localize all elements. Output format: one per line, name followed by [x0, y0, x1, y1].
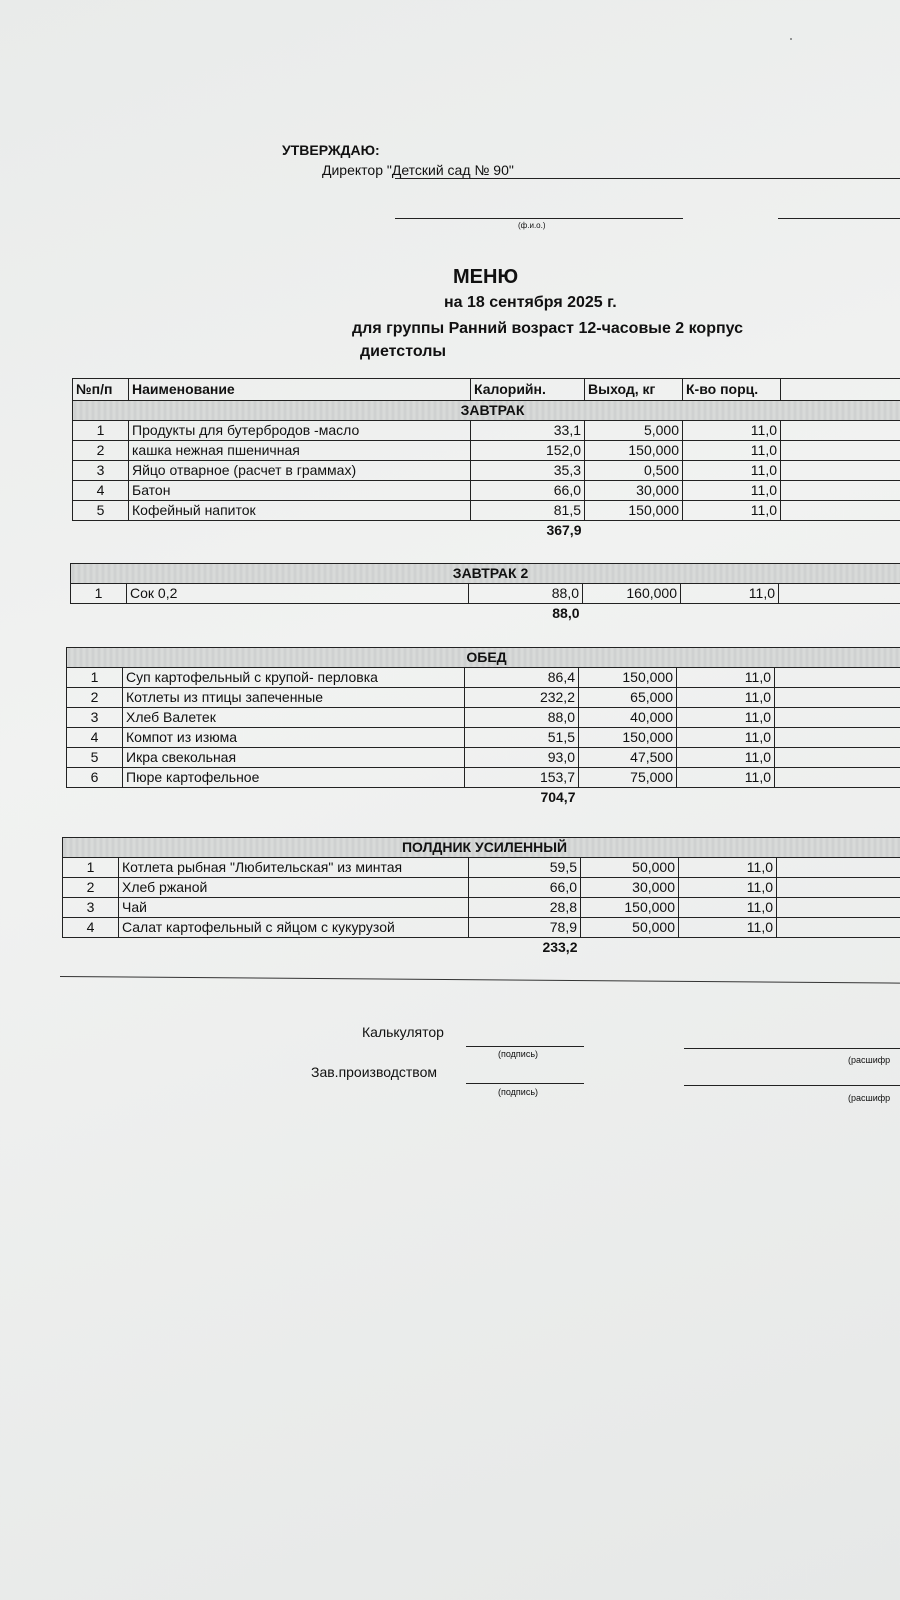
dish-name: Яйцо отварное (расчет в граммах) — [129, 461, 471, 481]
row-num: 3 — [67, 708, 123, 728]
calories: 88,0 — [469, 584, 583, 604]
calories: 59,5 — [469, 858, 581, 878]
manager-decode-line — [684, 1085, 900, 1086]
portions: 11,0 — [683, 421, 781, 441]
calories: 88,0 — [465, 708, 579, 728]
row-num: 1 — [71, 584, 127, 604]
document-title: МЕНЮ — [453, 266, 519, 288]
output: 50,000 — [581, 918, 679, 938]
portions: 11,0 — [677, 728, 775, 748]
approve-heading: УТВЕРЖДАЮ: — [282, 142, 380, 158]
table-row — [73, 501, 900, 521]
table-row — [63, 858, 900, 878]
table-row — [63, 918, 900, 938]
dish-name: Батон — [129, 481, 471, 501]
row-num: 2 — [67, 688, 123, 708]
calculator-signature-line — [466, 1046, 584, 1047]
row-num: 3 — [63, 898, 119, 918]
portions: 11,0 — [677, 668, 775, 688]
section-total: 367,9 — [546, 522, 582, 538]
output: 150,000 — [579, 668, 677, 688]
section-total: 704,7 — [540, 789, 576, 805]
portions: 11,0 — [683, 501, 781, 521]
table-row — [73, 441, 900, 461]
director-label: Директор "Детский сад № 90" — [322, 162, 514, 178]
dish-name: Сок 0,2 — [127, 584, 469, 604]
portions: 11,0 — [679, 858, 777, 878]
section-title: ЗАВТРАК 2 — [71, 564, 900, 584]
portions: 11,0 — [677, 768, 775, 788]
output: 150,000 — [585, 501, 683, 521]
calculator-label: Калькулятор — [362, 1024, 444, 1040]
portions: 11,0 — [681, 584, 779, 604]
calories: 66,0 — [471, 481, 585, 501]
row-num: 5 — [73, 501, 129, 521]
portions: 11,0 — [683, 461, 781, 481]
dish-name: Суп картофельный с крупой- перловка — [123, 668, 465, 688]
calories: 232,2 — [465, 688, 579, 708]
table-row — [63, 878, 900, 898]
calories: 86,4 — [465, 668, 579, 688]
diet-label: диетстолы — [360, 343, 447, 360]
table-header-row — [73, 379, 900, 401]
director-line — [395, 178, 900, 179]
table-row — [63, 898, 900, 918]
calories: 35,3 — [471, 461, 585, 481]
output: 47,500 — [579, 748, 677, 768]
dish-name: Хлеб Валетек — [123, 708, 465, 728]
signature-caption: (подпись) — [498, 1049, 539, 1059]
menu-table-breakfast — [72, 378, 900, 540]
table-row — [67, 708, 900, 728]
portions: 11,0 — [679, 878, 777, 898]
decode-caption: (расшифр — [848, 1093, 891, 1103]
fio-caption: (ф.и.о.) — [518, 221, 546, 230]
row-num: 1 — [73, 421, 129, 441]
table-row — [73, 421, 900, 441]
menu-date: на 18 сентября 2025 г. — [444, 294, 617, 311]
group-label: для группы Ранний возраст 12-часовые 2 корпус — [352, 320, 744, 337]
row-num: 4 — [73, 481, 129, 501]
table-row — [73, 461, 900, 481]
calories: 78,9 — [469, 918, 581, 938]
calories: 81,5 — [471, 501, 585, 521]
output: 30,000 — [581, 878, 679, 898]
row-num: 1 — [67, 668, 123, 688]
row-num: 1 — [63, 858, 119, 878]
section-title: ПОЛДНИК УСИЛЕННЫЙ — [63, 838, 900, 858]
col-header-portions: К-во порц. — [683, 379, 781, 401]
output: 0,500 — [585, 461, 683, 481]
output: 150,000 — [581, 898, 679, 918]
paper-speck — [790, 38, 792, 40]
table-row — [67, 748, 900, 768]
row-num: 2 — [73, 441, 129, 461]
section-title: ЗАВТРАК — [73, 401, 900, 421]
portions: 11,0 — [679, 898, 777, 918]
calories: 51,5 — [465, 728, 579, 748]
table-row — [73, 481, 900, 501]
fio-signature-line-right — [778, 218, 900, 219]
row-num: 4 — [67, 728, 123, 748]
output: 160,000 — [583, 584, 681, 604]
row-num: 3 — [73, 461, 129, 481]
row-num: 4 — [63, 918, 119, 938]
calories: 66,0 — [469, 878, 581, 898]
portions: 11,0 — [677, 708, 775, 728]
fio-signature-line — [395, 218, 683, 219]
calories: 28,8 — [469, 898, 581, 918]
divider-line — [60, 976, 900, 984]
row-num: 2 — [63, 878, 119, 898]
dish-name: Котлеты из птицы запеченные — [123, 688, 465, 708]
menu-table-breakfast-2 — [70, 563, 900, 623]
portions: 11,0 — [677, 748, 775, 768]
row-num: 6 — [67, 768, 123, 788]
dish-name: Котлета рыбная "Любительская" из минтая — [119, 858, 469, 878]
calories: 153,7 — [465, 768, 579, 788]
dish-name: Чай — [119, 898, 469, 918]
dish-name: Пюре картофельное — [123, 768, 465, 788]
output: 50,000 — [581, 858, 679, 878]
col-header-empty — [781, 379, 900, 401]
calories: 33,1 — [471, 421, 585, 441]
portions: 11,0 — [679, 918, 777, 938]
portions: 11,0 — [677, 688, 775, 708]
dish-name: Продукты для бутербродов -масло — [129, 421, 471, 441]
section-total: 88,0 — [552, 605, 580, 621]
row-num: 5 — [67, 748, 123, 768]
menu-table-lunch — [66, 647, 900, 807]
dish-name: Салат картофельный с яйцом с кукурузой — [119, 918, 469, 938]
output: 5,000 — [585, 421, 683, 441]
output: 150,000 — [579, 728, 677, 748]
output: 150,000 — [585, 441, 683, 461]
dish-name: Компот из изюма — [123, 728, 465, 748]
table-row — [67, 768, 900, 788]
col-header-output: Выход, кг — [585, 379, 683, 401]
portions: 11,0 — [683, 441, 781, 461]
calculator-decode-line — [684, 1048, 900, 1049]
portions: 11,0 — [683, 481, 781, 501]
signature-caption: (подпись) — [498, 1087, 539, 1097]
col-header-name: Наименование — [129, 379, 471, 401]
output: 75,000 — [579, 768, 677, 788]
col-header-calories: Калорийн. — [471, 379, 585, 401]
table-row — [67, 728, 900, 748]
output: 30,000 — [585, 481, 683, 501]
dish-name: Икра свекольная — [123, 748, 465, 768]
section-total: 233,2 — [542, 939, 578, 955]
table-row — [71, 584, 900, 604]
output: 40,000 — [579, 708, 677, 728]
table-row — [67, 688, 900, 708]
calories: 152,0 — [471, 441, 585, 461]
calories: 93,0 — [465, 748, 579, 768]
manager-label: Зав.производством — [311, 1064, 437, 1080]
menu-table-snack — [62, 837, 900, 957]
output: 65,000 — [579, 688, 677, 708]
dish-name: кашка нежная пшеничная — [129, 441, 471, 461]
dish-name: Хлеб ржаной — [119, 878, 469, 898]
decode-caption: (расшифр — [848, 1055, 891, 1065]
section-title: ОБЕД — [67, 648, 900, 668]
manager-signature-line — [466, 1083, 584, 1084]
table-row — [67, 668, 900, 688]
dish-name: Кофейный напиток — [129, 501, 471, 521]
col-header-num: №п/п — [73, 379, 129, 401]
